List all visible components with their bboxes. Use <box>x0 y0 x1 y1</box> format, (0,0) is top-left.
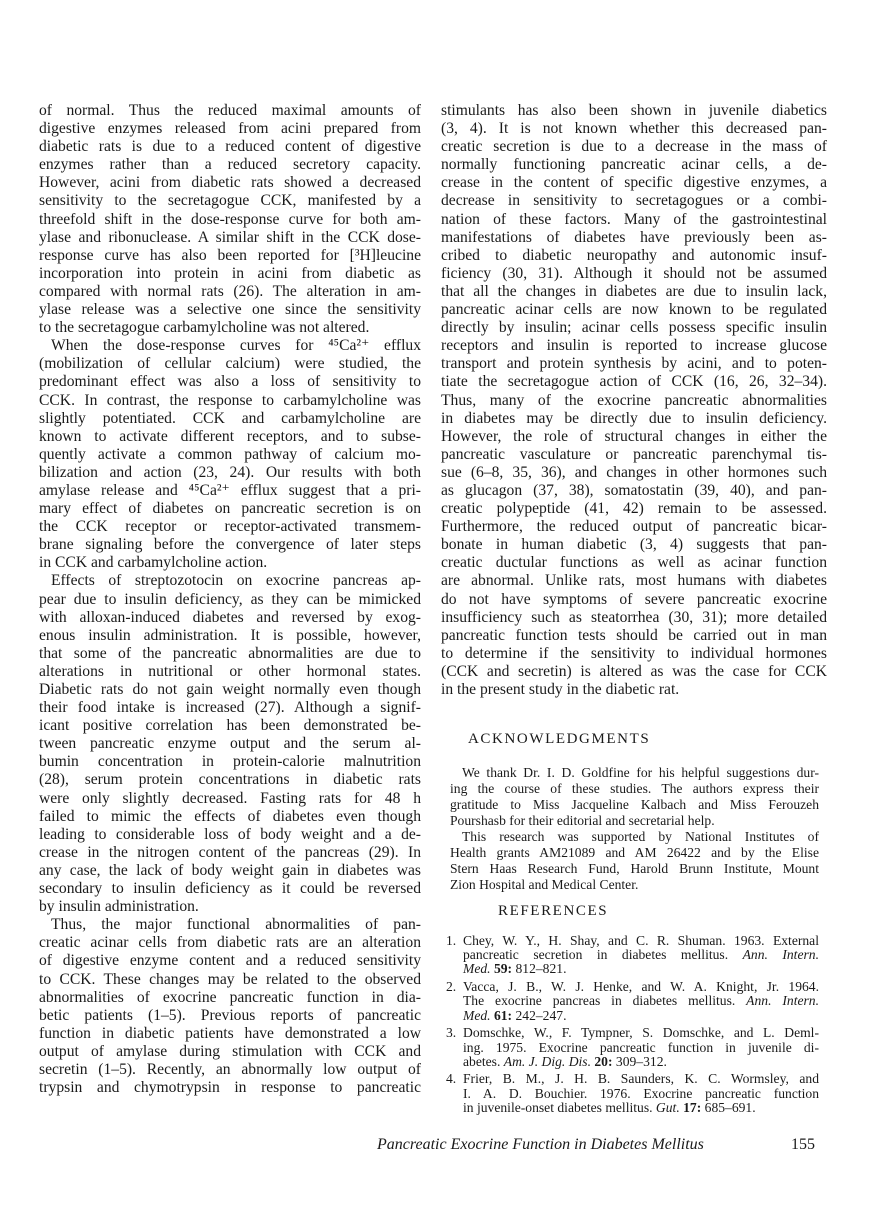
reference-text: 20: <box>590 1053 613 1069</box>
reference-line <box>463 994 819 1008</box>
references-heading: REFERENCES <box>498 903 609 919</box>
text-line: leading to considerable loss of body weight and a de- <box>39 825 421 843</box>
text-line: with alloxan-induced diabetes and reversed by exog- <box>39 608 421 626</box>
text-line: of digestive enzyme content and a reduced sensitivity <box>39 952 421 970</box>
text-line: compared with normal rats (26). The alteration in am- <box>39 282 421 300</box>
text-line: CCK. In contrast, the response to carbamylcholine was <box>39 391 421 409</box>
acknowledgment-line: ing the course of these studies. The authors express their <box>450 781 819 796</box>
text-line: in diabetes may be directly due to insulin deficiency. <box>441 409 827 427</box>
text-line: (CCK and secretin) is altered as was the case for CCK <box>441 662 827 680</box>
text-line: normally functioning pancreatic acinar cells, a de- <box>441 156 827 174</box>
text-line: ylase and ribonuclease. A similar shift in the CCK dose- <box>39 228 421 246</box>
text-line: stimulants has also been shown in juvenile diabetics <box>441 102 827 119</box>
reference-line <box>463 1009 819 1023</box>
reference-text: abetes. <box>463 1053 504 1069</box>
text-line: as glucagon (37, 38), somatostatin (39, 40), and pan- <box>441 481 827 499</box>
text-line: betic patients (1–5). Previous reports of pancreatic <box>39 1006 421 1024</box>
reference-item <box>446 980 819 1023</box>
reference-text: in juvenile-onset diabetes mellitus. <box>463 1099 656 1115</box>
text-line: known to activate different receptors, and to subse- <box>39 427 421 445</box>
reference-text: 812–821. <box>512 961 567 977</box>
text-line: that all the changes in diabetes are due to insulin lack, <box>441 282 827 300</box>
acknowledgments-heading: ACKNOWLEDGMENTS <box>468 731 651 747</box>
text-line: bilization and action (23, 24). Our results with both <box>39 463 421 481</box>
reference-text: Med. <box>463 1007 491 1023</box>
text-line: to the secretagogue carbamylcholine was not altered. <box>39 319 370 337</box>
reference-text: 61: <box>490 1007 513 1023</box>
text-line: ficiency (30, 31). Although it should not be assumed <box>441 264 827 282</box>
text-line: diabetic rats is due to a reduced content of digestive <box>39 138 421 156</box>
text-line: directly by insulin; acinar cells possess specific insulin <box>441 319 827 337</box>
text-line: creatic ductular functions as well as acinar function <box>441 554 827 572</box>
reference-line <box>463 1041 819 1055</box>
reference-line <box>463 934 819 948</box>
reference-line <box>463 948 819 962</box>
text-line: creatic secretion is due to a decrease in the mass of <box>441 138 827 156</box>
text-line: enzymes rather than a reduced secretory capacity. <box>39 156 421 174</box>
left-column <box>39 102 421 1097</box>
text-line: secretin (1–5). Recently, an abnormally low output of <box>39 1060 421 1078</box>
acknowledgment-line: Health grants AM21089 and AM 26422 and by the Elise <box>450 845 819 860</box>
reference-line <box>463 1072 819 1086</box>
text-line: When the dose-response curves for ⁴⁵Ca²⁺ efflux <box>51 337 421 355</box>
page-number: 155 <box>791 1136 815 1153</box>
text-line: output of amylase during stimulation with CCK and <box>39 1042 421 1060</box>
text-line: their food intake is increased (27). Although a signif- <box>39 699 421 717</box>
text-line: (mobilization of cellular calcium) were studied, the <box>39 355 421 373</box>
text-line: by insulin administration. <box>39 898 199 916</box>
text-line: pear due to insulin deficiency, as they can be mimicked <box>39 590 421 608</box>
text-line: quently activate a common pathway of calcium mo- <box>39 445 421 463</box>
reference-text: Ann. Intern. <box>742 947 819 963</box>
acknowledgment-line: Zion Hospital and Medical Center. <box>450 877 639 892</box>
reference-item <box>446 934 819 977</box>
text-line: However, acini from diabetic rats showed a decreased <box>39 174 421 192</box>
text-line: alterations in nutritional or other hormonal states. <box>39 662 421 680</box>
text-line: slightly potentiated. CCK and carbamylcholine are <box>39 409 421 427</box>
reference-text: Domschke, W., F. Tympner, S. Domschke, and L. Deml- <box>463 1025 819 1041</box>
text-line: pancreatic function tests should be carried out in man <box>441 626 827 644</box>
text-line: to determine if the sensitivity to individual hormones <box>441 644 827 662</box>
references-list <box>446 934 819 1119</box>
reference-item <box>446 1072 819 1115</box>
text-line: in the present study in the diabetic rat. <box>441 681 680 698</box>
text-line: receptors and insulin is reported to increase glucose <box>441 337 827 355</box>
paragraph <box>39 916 421 1097</box>
text-line: creatic polypeptide (41, 42) remain to be assessed. <box>441 500 827 518</box>
text-line: insufficiency such as steatorrhea (30, 31); more detailed <box>441 608 827 626</box>
text-line: secondary to insulin deficiency as it could be reversed <box>39 880 421 898</box>
text-line: sensitivity to the secretagogue CCK, manifested by a <box>39 192 421 210</box>
text-line: trypsin and chymotrypsin in response to pancreatic <box>39 1079 421 1097</box>
right-column <box>441 102 827 699</box>
text-line: crease in the nitrogen content of the pancreas (29). In <box>39 843 421 861</box>
reference-text: Am. J. Dig. Dis. <box>503 1053 591 1069</box>
reference-line <box>463 1026 819 1040</box>
text-line: amylase release and ⁴⁵Ca²⁺ efflux suggest that a pri- <box>39 481 421 499</box>
reference-text: pancreatic secretion in diabetes mellitus. <box>463 947 743 963</box>
reference-text: 242–247. <box>512 1007 567 1023</box>
acknowledgment-line: This research was supported by National Institutes of <box>462 829 819 844</box>
reference-item <box>446 1026 819 1069</box>
reference-line <box>463 1055 819 1069</box>
text-line: in CCK and carbamylcholine action. <box>39 554 268 572</box>
reference-text: ing. 1975. Exocrine pancreatic function in juvenile di- <box>463 1039 819 1055</box>
text-line: icant positive correlation has been demonstrated be- <box>39 717 421 735</box>
page-footer <box>377 1136 817 1154</box>
text-line: failed to mimic the effects of diabetes even though <box>39 807 421 825</box>
acknowledgment-line: Stern Haas Research Fund, Harold Brunn Institute, Mount <box>450 861 819 876</box>
text-line: to CCK. These changes may be related to the observed <box>39 970 421 988</box>
text-line: tiate the secretagogue action of CCK (16, 26, 32–34). <box>441 373 827 391</box>
text-line: cribed to diabetic neuropathy and autonomic insuf- <box>441 246 827 264</box>
reference-line <box>463 1101 819 1115</box>
acknowledgment-line: We thank Dr. I. D. Goldfine for his helpful suggestions dur- <box>462 765 819 780</box>
acknowledgment-line: Pourshasb for their editorial and secretarial help. <box>450 813 715 828</box>
running-title: Pancreatic Exocrine Function in Diabetes Mellitus <box>377 1136 704 1153</box>
reference-text: Frier, B. M., J. H. B. Saunders, K. C. Wormsley, and <box>463 1071 819 1087</box>
acknowledgments-section <box>450 765 819 893</box>
text-line: decrease in sensitivity to secretagogues or a combi- <box>441 192 827 210</box>
reference-text: 17: <box>679 1099 702 1115</box>
text-line: bumin concentration in protein-calorie malnutrition <box>39 753 421 771</box>
paragraph <box>441 102 827 699</box>
text-line: creatic acinar cells from diabetic rats are an alteration <box>39 934 421 952</box>
reference-text: 59: <box>490 961 513 977</box>
text-line: nation of these factors. Many of the gastrointestinal <box>441 210 827 228</box>
reference-text: 309–312. <box>612 1053 667 1069</box>
reference-number: 2. <box>446 979 457 995</box>
reference-text: Vacca, J. B., W. J. Henke, and W. A. Knight, Jr. 1964. <box>463 979 819 995</box>
text-line: Thus, the major functional abnormalities of pan- <box>51 916 421 934</box>
paragraph <box>39 572 421 916</box>
reference-number: 1. <box>446 933 457 948</box>
text-line: tween pancreatic enzyme output and the serum al- <box>39 735 421 753</box>
text-line: bonate in human diabetic (3, 4) suggests that pan- <box>441 536 827 554</box>
reference-line <box>463 980 819 994</box>
reference-number: 3. <box>446 1025 457 1041</box>
text-line: ylase release was a selective one since the sensitivity <box>39 301 421 319</box>
text-line: enous insulin administration. It is possible, however, <box>39 626 421 644</box>
text-line: manifestations of diabetes have previously been as- <box>441 228 827 246</box>
text-line: pancreatic acinar cells are now known to be regulated <box>441 301 827 319</box>
text-line: response curve has also been reported for [³H]leucine <box>39 246 421 264</box>
text-line: are abnormal. Unlike rats, most humans with diabetes <box>441 572 827 590</box>
text-line: brane signaling before the convergence of later steps <box>39 536 421 554</box>
text-line: (28), serum protein concentrations in diabetic rats <box>39 771 421 789</box>
acknowledgment-line: gratitude to Miss Jacqueline Kalbach and Miss Ferouzeh <box>450 797 819 812</box>
reference-number: 4. <box>446 1071 457 1087</box>
paragraph <box>39 102 421 337</box>
reference-line <box>463 962 819 976</box>
reference-text: I. A. D. Bouchier. 1976. Exocrine pancreatic function <box>463 1085 819 1101</box>
text-line: crease in the content of specific digestive enzymes, a <box>441 174 827 192</box>
text-line: Effects of streptozotocin on exocrine pancreas ap- <box>51 572 421 590</box>
text-line: that some of the pancreatic abnormalities are due to <box>39 644 421 662</box>
reference-text: Med. <box>463 961 491 977</box>
text-line: (3, 4). It is not known whether this decreased pan- <box>441 120 827 138</box>
text-line: mary effect of diabetes on pancreatic secretion is on <box>39 500 421 518</box>
text-line: function in diabetic patients have demonstrated a low <box>39 1024 421 1042</box>
paragraph <box>39 337 421 572</box>
reference-text: Gut. <box>655 1099 680 1115</box>
reference-text: 685–691. <box>701 1099 756 1115</box>
reference-text: The exocrine pancreas in diabetes mellitus. <box>463 993 747 1009</box>
text-line: incorporation into protein in acini from diabetic as <box>39 264 421 282</box>
text-line: the CCK receptor or receptor-activated transmem- <box>39 518 421 536</box>
text-line: sue (6–8, 35, 36), and changes in other hormones such <box>441 463 827 481</box>
text-line: Thus, many of the exocrine pancreatic abnormalities <box>441 391 827 409</box>
text-line: threefold shift in the dose-response curve for both am- <box>39 210 421 228</box>
text-line: do not have symptoms of severe pancreatic exocrine <box>441 590 827 608</box>
text-line: pancreatic vasculature or pancreatic parenchymal tis- <box>441 445 827 463</box>
text-line: were only slightly decreased. Fasting rats for 48 h <box>39 789 421 807</box>
text-line: abnormalities of exocrine pancreatic function in dia- <box>39 988 421 1006</box>
text-line: Furthermore, the reduced output of pancreatic bicar- <box>441 518 827 536</box>
text-line: of normal. Thus the reduced maximal amounts of <box>39 102 421 119</box>
reference-text: Ann. Intern. <box>746 993 819 1009</box>
reference-text: Chey, W. Y., H. Shay, and C. R. Shuman. 1963. External <box>463 933 819 948</box>
text-line: However, the role of structural changes in either the <box>441 427 827 445</box>
text-line: any case, the lack of body weight gain in diabetes was <box>39 861 421 879</box>
text-line: digestive enzymes released from acini prepared from <box>39 120 421 138</box>
text-line: Diabetic rats do not gain weight normally even though <box>39 681 421 698</box>
text-line: transport and protein synthesis by acini, and to poten- <box>441 355 827 373</box>
text-line: predominant effect was also a loss of sensitivity to <box>39 373 421 391</box>
reference-line <box>463 1087 819 1101</box>
